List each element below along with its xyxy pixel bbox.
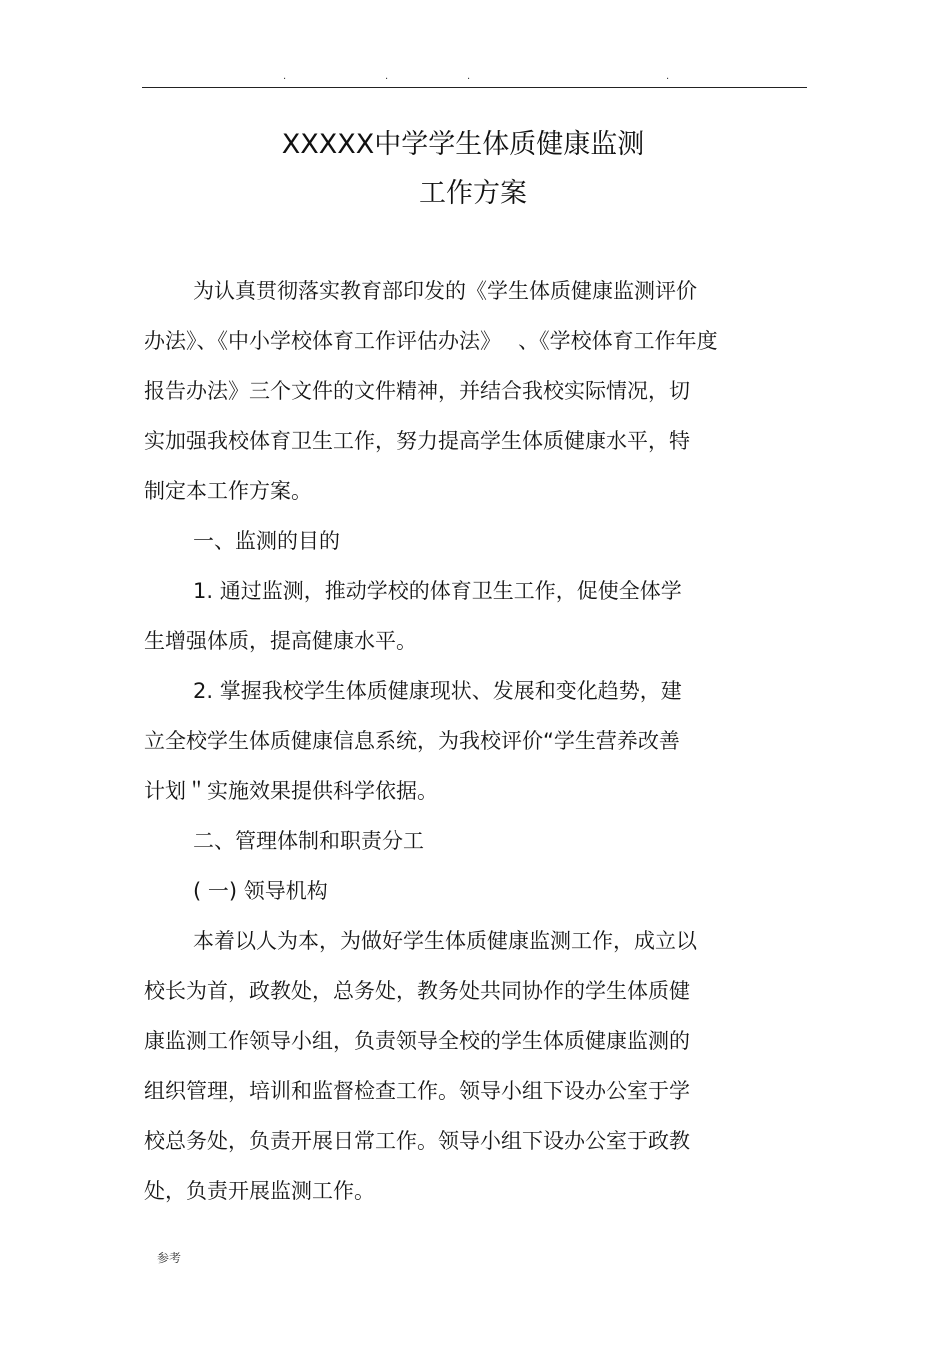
paragraph-line: 处，负责开展监测工作。 xyxy=(144,1179,375,1203)
paragraph-line: 组织管理，培训和监督检查工作。领导小组下设办公室于学 xyxy=(144,1079,690,1103)
header-dot: . xyxy=(385,71,389,82)
document-subtitle: 工作方案 xyxy=(419,178,527,209)
header-dot: . xyxy=(467,71,471,82)
paragraph-line: 康监测工作领导小组，负责领导全校的学生体质健康监测的 xyxy=(144,1029,690,1053)
paragraph-line: 2. 掌握我校学生体质健康现状、发展和变化趋势，建 xyxy=(193,679,682,703)
section-heading: 一、监测的目的 xyxy=(193,529,340,553)
paragraph-line: 实加强我校体育卫生工作，努力提高学生体质健康水平，特 xyxy=(144,429,690,453)
paragraph-line: 计划＂实施效果提供科学依据。 xyxy=(144,779,438,803)
header-dot: . xyxy=(283,71,287,82)
paragraph-line: 生增强体质，提高健康水平。 xyxy=(144,629,417,653)
header-rule xyxy=(142,87,807,88)
paragraph-line: 校长为首，政教处，总务处，教务处共同协作的学生体质健 xyxy=(144,979,690,1003)
paragraph-line: 报告办法》三个文件的文件精神，并结合我校实际情况，切 xyxy=(144,379,690,403)
header-dot: . xyxy=(666,71,670,82)
paragraph-line: 1. 通过监测，推动学校的体育卫生工作，促使全体学 xyxy=(193,579,682,603)
paragraph-line: 为认真贯彻落实教育部印发的《学生体质健康监测评价 xyxy=(193,279,697,303)
paragraph-line: 制定本工作方案。 xyxy=(144,479,312,503)
paragraph-line: 办法》、《中小学校体育工作评估办法》 、《学校体育工作年度 xyxy=(144,329,718,353)
paragraph-line: 本着以人为本，为做好学生体质健康监测工作，成立以 xyxy=(193,929,697,953)
paragraph-line: 立全校学生体质健康信息系统，为我校评价“学生营养改善 xyxy=(144,729,680,753)
document-title: XXXXX中学学生体质健康监测 xyxy=(281,129,645,160)
paragraph-line: 校总务处，负责开展日常工作。领导小组下设办公室于政教 xyxy=(144,1129,690,1153)
footer-label: 参考 xyxy=(157,1251,182,1265)
subsection-heading: ( 一) 领导机构 xyxy=(193,879,328,903)
header-dots xyxy=(0,72,950,86)
section-heading: 二、管理体制和职责分工 xyxy=(193,829,424,853)
